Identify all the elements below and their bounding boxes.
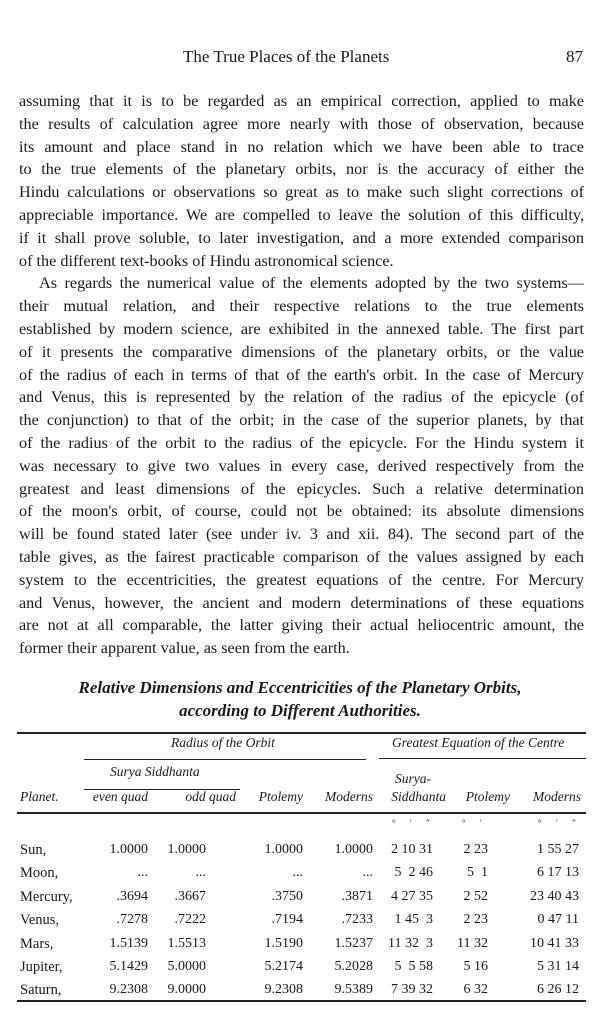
table-cell: .7222 bbox=[174, 912, 206, 927]
table-cell: 1.0000 bbox=[334, 842, 373, 857]
table-cell: 2 23 bbox=[463, 912, 488, 927]
text-line: of the moon's orbit, of course, could not be obtained: its absolute dimensions bbox=[19, 502, 584, 521]
table-cell: 9.0000 bbox=[167, 982, 206, 997]
text-line: assuming that it is to be regarded as an empirical correction, applied to make bbox=[19, 92, 584, 110]
table-cell: ... bbox=[195, 865, 206, 880]
group-header-radius: Radius of the Orbit bbox=[171, 735, 275, 750]
text-line: greatest and least dimensions of the epicycles. Such a relative determination bbox=[19, 479, 584, 498]
planet-name: Moon, bbox=[20, 865, 59, 881]
text-line: of the radius of the orbit to the radius of the epicycle. For the Hindu system it bbox=[19, 433, 584, 452]
text-line: and Venus, however, the ancient and modern determinations of these equations bbox=[19, 593, 584, 612]
table-cell: 23 40 43 bbox=[530, 889, 579, 904]
table-cell: 5.0000 bbox=[167, 959, 206, 974]
text-line: the results of calculation agree more nearly with those of observation, because bbox=[19, 114, 584, 133]
table-cell: 10 41 33 bbox=[530, 936, 579, 951]
text-line: if it shall prove soluble, to later investigation, and a more extended comparison bbox=[19, 228, 584, 247]
text-line: system to the eccentricities, the greatest equations of the centre. For Mercury bbox=[19, 570, 584, 589]
table-cell: 1.5139 bbox=[109, 936, 148, 951]
table-cell: ... bbox=[137, 865, 148, 880]
column-header: Planet. bbox=[20, 789, 59, 804]
planet-name: Saturn, bbox=[20, 982, 62, 998]
text-line: the conjunction) to that of the orbit; in the case of the superior planets, by that bbox=[19, 411, 584, 430]
text-line: are not at all comparable, the latter giving their actual heliocentric amount, the bbox=[19, 616, 584, 635]
table-cell: 0 47 11 bbox=[537, 912, 579, 927]
table-cell: 7 39 32 bbox=[391, 982, 433, 997]
column-header-surya-1: Surya- bbox=[395, 771, 431, 786]
column-header: even quad bbox=[92, 789, 148, 804]
text-line: As regards the numerical value of the elements adopted by the two systems— bbox=[39, 274, 584, 293]
table-cell: 2 23 bbox=[463, 842, 488, 857]
table-cell: 1.5190 bbox=[264, 936, 303, 951]
planet-name: Jupiter, bbox=[20, 959, 63, 975]
planet-name: Sun, bbox=[20, 842, 47, 858]
table-cell: 6 26 12 bbox=[537, 982, 579, 997]
table-cell: .3694 bbox=[116, 889, 148, 904]
table-cell: 6 17 13 bbox=[537, 865, 579, 880]
table-cell: .3871 bbox=[341, 889, 373, 904]
table-cell: 5 31 14 bbox=[537, 959, 579, 974]
text-line: established by modern science, are exhibited in the annexed table. The first part bbox=[19, 319, 584, 338]
table-cell: 1.5513 bbox=[167, 936, 206, 951]
page-number: 87 bbox=[566, 47, 583, 66]
table-caption-line-1: Relative Dimensions and Eccentricities of the Planetary Orbits, bbox=[78, 678, 522, 697]
running-title: The True Places of the Planets bbox=[183, 47, 390, 66]
table-cell: 9.5389 bbox=[334, 982, 373, 997]
text-line: table gives, as the fairest practicable comparison of the values assigned by each bbox=[19, 547, 584, 566]
body-text bbox=[19, 90, 584, 660]
text-line: was necessary to give two values in every case, derived respectively from the bbox=[19, 456, 584, 475]
table-cell: .7233 bbox=[341, 912, 373, 927]
text-line: of the radius of each in terms of that of the earth's orbit. In the case of Mercury bbox=[19, 365, 584, 384]
text-line: and Venus, this is represented by the relation of the radius of the epicycle (of bbox=[19, 388, 584, 407]
table-cell: 1.5237 bbox=[334, 936, 373, 951]
equation-group-rule bbox=[379, 758, 586, 759]
text-line: to the true elements of the planetary orbits, nor is the accuracy of either the bbox=[19, 160, 584, 179]
subgroup-header-surya: Surya Siddhanta bbox=[110, 764, 200, 779]
table-cell: .3750 bbox=[271, 889, 303, 904]
table-cell: 5 2 46 bbox=[394, 865, 433, 880]
column-header: Ptolemy bbox=[465, 789, 510, 804]
table-cell: 11 32 bbox=[457, 936, 488, 951]
text-line: of it presents the comparative dimensions of the planetary orbits, or the value bbox=[19, 342, 584, 361]
radius-group-rule bbox=[84, 759, 366, 760]
column-header: odd quad bbox=[185, 789, 236, 804]
table-caption-line-2: according to Different Authorities. bbox=[179, 701, 421, 720]
degree-marks-moderns: ° ′ ″ bbox=[538, 818, 582, 828]
table-bottom-rule bbox=[17, 1000, 586, 1002]
table-cell: 1.0000 bbox=[109, 842, 148, 857]
table-cell: 2 10 31 bbox=[391, 842, 433, 857]
table-cell: 4 27 35 bbox=[391, 889, 433, 904]
table-cell: ... bbox=[292, 865, 303, 880]
header-bottom-rule bbox=[17, 812, 586, 814]
planet-name: Mercury, bbox=[20, 889, 73, 905]
table-cell: 1.0000 bbox=[167, 842, 206, 857]
column-header: Siddhanta bbox=[391, 789, 446, 804]
column-header: Ptolemy bbox=[258, 789, 303, 804]
column-header: Moderns bbox=[325, 789, 373, 804]
degree-marks-surya: ° ′ ″ bbox=[392, 818, 436, 828]
table-cell: 1 55 27 bbox=[537, 842, 579, 857]
group-header-equation: Greatest Equation of the Centre bbox=[392, 735, 565, 750]
table-cell: 2 52 bbox=[463, 889, 488, 904]
table-top-rule bbox=[17, 732, 586, 734]
table-cell: 5.2028 bbox=[334, 959, 373, 974]
table-cell: 11 32 3 bbox=[388, 936, 433, 951]
text-line: of the different text-books of Hindu astronomical science. bbox=[19, 251, 394, 270]
table-cell: 5 1 bbox=[467, 865, 488, 880]
table-cell: 1.0000 bbox=[264, 842, 303, 857]
table-cell: ... bbox=[362, 865, 373, 880]
table-cell: 5 5 58 bbox=[394, 959, 433, 974]
column-header: Moderns bbox=[533, 789, 581, 804]
table-cell: 9.2308 bbox=[264, 982, 303, 997]
table-cell: 9.2308 bbox=[109, 982, 148, 997]
text-line: will be found stated later (see under iv. 3 and xii. 84). The second part of the bbox=[19, 525, 584, 544]
table-cell: 1 45 3 bbox=[394, 912, 433, 927]
text-line: its amount and place stand in no relation which we have been able to trace bbox=[19, 137, 584, 156]
table-cell: .7194 bbox=[271, 912, 303, 927]
degree-marks-ptolemy: ° ′ bbox=[462, 818, 488, 828]
text-line: former their apparent value, as seen from the earth. bbox=[19, 639, 350, 658]
table-cell: 5 16 bbox=[463, 959, 488, 974]
table-cell: 6 32 bbox=[463, 982, 488, 997]
planet-name: Venus, bbox=[20, 912, 60, 928]
text-line: their mutual relation, and their respective relations to the true elements bbox=[19, 297, 584, 316]
planet-name: Mars, bbox=[20, 936, 54, 952]
text-line: appreciable importance. We are compelled to leave the solution of this difficulty, bbox=[19, 205, 584, 224]
table-cell: 5.2174 bbox=[264, 959, 303, 974]
text-line: Hindu calculations or observations so great as to make such slight corrections of bbox=[19, 183, 584, 202]
table-cell: 5.1429 bbox=[109, 959, 148, 974]
table-cell: .3667 bbox=[174, 889, 206, 904]
table-cell: .7278 bbox=[116, 912, 148, 927]
